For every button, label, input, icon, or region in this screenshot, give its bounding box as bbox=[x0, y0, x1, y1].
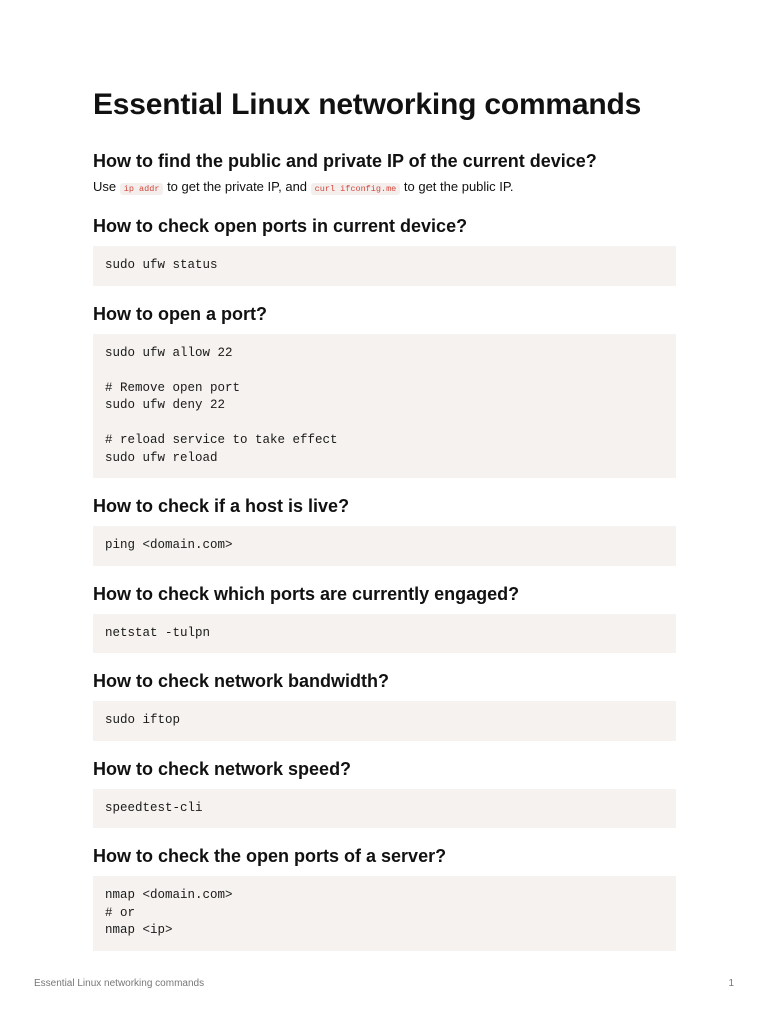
intro-text-2: to get the private IP, and bbox=[163, 179, 311, 194]
section-open-ports-current-device bbox=[93, 214, 676, 286]
intro-text-3: to get the public IP. bbox=[400, 179, 514, 194]
section-host-live bbox=[93, 494, 676, 566]
code-block: sudo ufw allow 22 # Remove open port sudo ufw deny 22 # reload service to take effect sudo ufw reload bbox=[93, 334, 676, 479]
intro-paragraph bbox=[93, 178, 676, 198]
section-heading: How to check network bandwidth? bbox=[93, 671, 390, 691]
section-network-speed bbox=[93, 757, 676, 829]
section-heading: How to check if a host is live? bbox=[93, 496, 350, 516]
inline-code-ip-addr: ip addr bbox=[120, 183, 164, 195]
footer-document-title: Essential Linux networking commands bbox=[34, 978, 205, 989]
code-block: sudo ufw status bbox=[93, 246, 676, 286]
section-heading: How to find the public and private IP of the current device? bbox=[93, 151, 597, 171]
section-heading: How to check network speed? bbox=[93, 758, 352, 779]
section-heading: How to check the open ports of a server? bbox=[93, 846, 447, 866]
section-heading: How to check which ports are currently engaged? bbox=[93, 583, 520, 604]
inline-code-curl-ifconfig: curl ifconfig.me bbox=[311, 183, 401, 195]
intro-text-1: Use bbox=[93, 179, 120, 194]
code-block: nmap <domain.com> # or nmap <ip> bbox=[93, 876, 676, 951]
document-body bbox=[93, 86, 676, 951]
section-heading: How to check open ports in current device? bbox=[93, 216, 468, 236]
section-server-open-ports bbox=[93, 844, 676, 951]
footer-page-number: 1 bbox=[728, 978, 734, 989]
code-block: sudo iftop bbox=[93, 701, 676, 741]
section-ports-engaged bbox=[93, 582, 676, 654]
section-open-a-port bbox=[93, 302, 676, 479]
section-network-bandwidth bbox=[93, 669, 676, 741]
code-block: netstat -tulpn bbox=[93, 614, 676, 654]
section-find-ip bbox=[93, 149, 676, 198]
section-heading: How to open a port? bbox=[93, 303, 267, 324]
page-title: Essential Linux networking commands bbox=[93, 88, 642, 121]
code-block: ping <domain.com> bbox=[93, 526, 676, 566]
code-block: speedtest-cli bbox=[93, 789, 676, 829]
